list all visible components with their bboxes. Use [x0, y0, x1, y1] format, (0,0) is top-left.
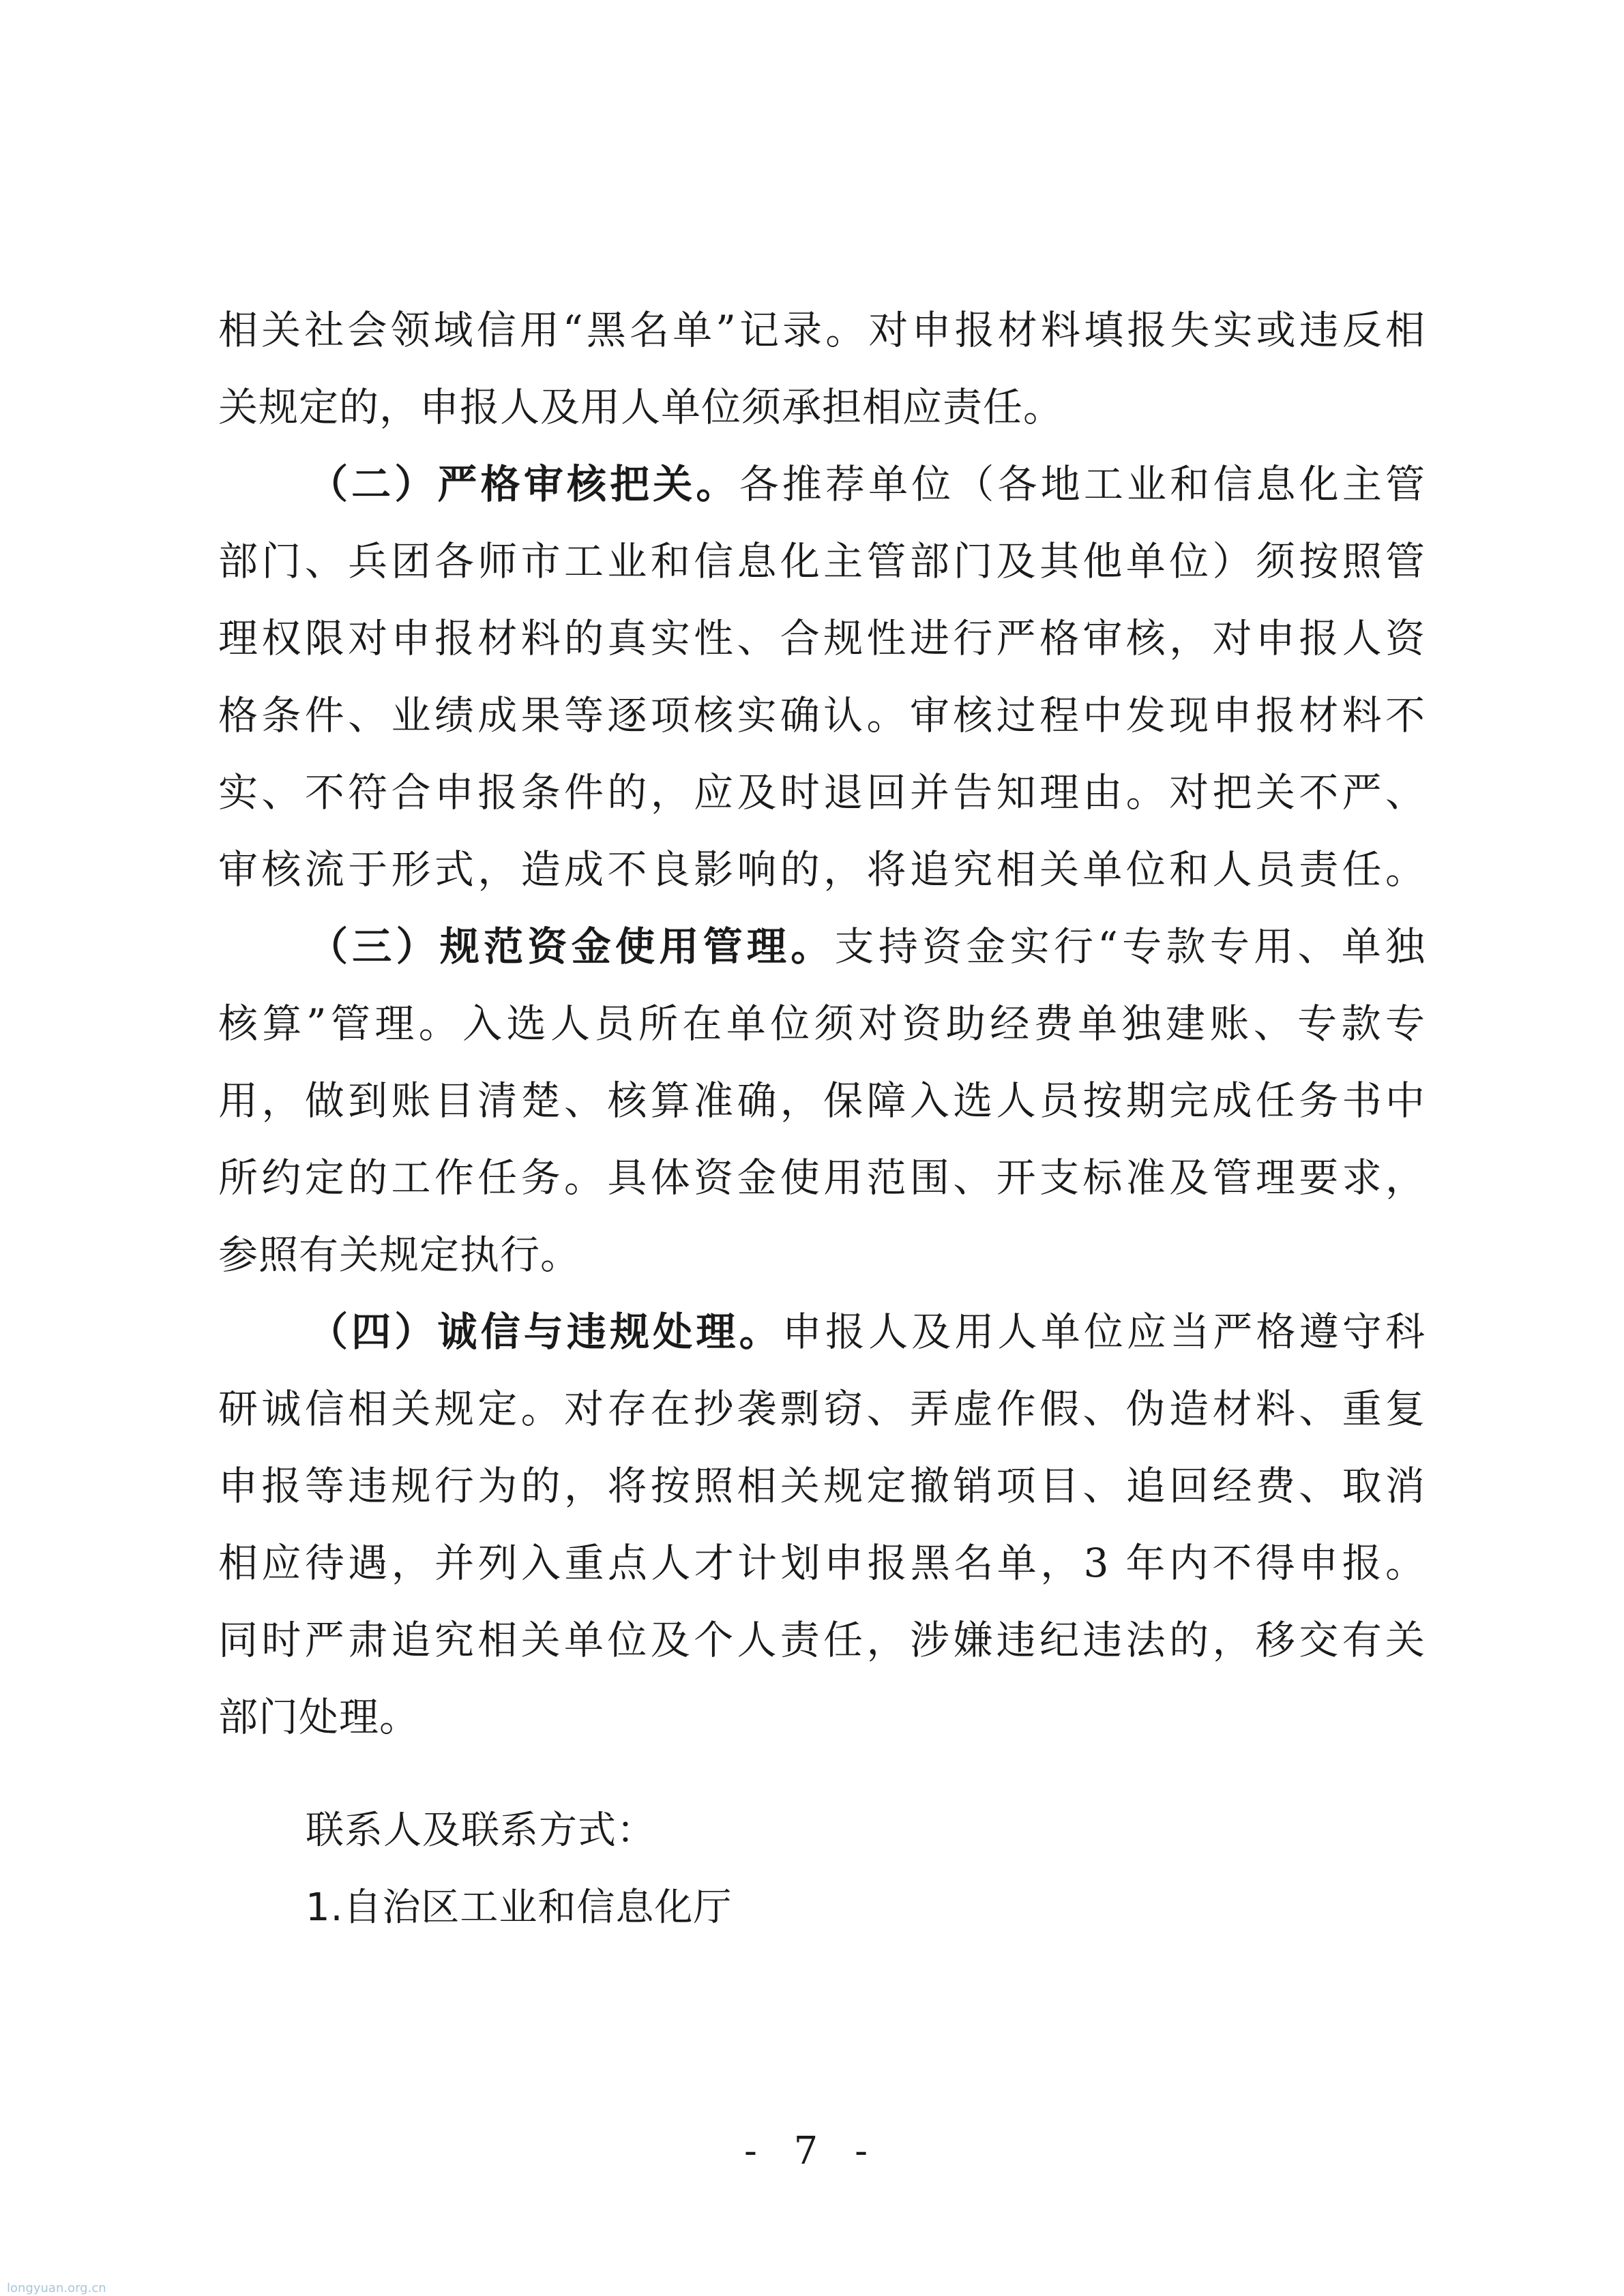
text-run: 各推荐单位（各地工业和信息化主管 [739, 461, 1426, 507]
text-line: 研诚信相关规定。对存在抄袭剽窃、弄虚作假、伪造材料、重复 [218, 1386, 1426, 1432]
section-heading-3: （三）规范资金使用管理。 [308, 923, 835, 970]
text-line: 相关社会领域信用“黑名单”记录。对申报材料填报失实或违反相 [218, 307, 1426, 353]
text-line: 申报等违规行为的，将按照相关规定撤销项目、追回经费、取消 [218, 1463, 1426, 1509]
section-4-first-line [218, 1294, 1426, 1371]
text-line: 理权限对申报材料的真实性、合规性进行严格审核，对申报人资 [218, 615, 1426, 661]
section-2-first-line [218, 446, 1426, 523]
section-heading-2: （二）严格审核把关。 [308, 461, 739, 507]
text-line: 所约定的工作任务。具体资金使用范围、开支标准及管理要求， [218, 1154, 1426, 1201]
contact-block [306, 1792, 1260, 1946]
watermark: longyuan.org.cn [7, 2281, 106, 2295]
body-text [218, 292, 1426, 1756]
text-line: 同时严肃追究相关单位及个人责任，涉嫌违纪违法的，移交有关 [218, 1617, 1426, 1663]
contact-item: 1.自治区工业和信息化厅 [306, 1885, 733, 1930]
section-heading-4: （四）诚信与违规处理。 [308, 1309, 782, 1355]
contact-title: 联系人及联系方式： [306, 1808, 655, 1853]
text-line: 核算”管理。入选人员所在单位须对资助经费单独建账、专款专 [218, 1000, 1426, 1047]
text-line: 参照有关规定执行。 [218, 1232, 581, 1278]
text-line: 实、不符合申报条件的，应及时退回并告知理由。对把关不严、 [218, 769, 1426, 816]
page-number: - 7 - [743, 2129, 881, 2173]
text-line: 相应待遇，并列入重点人才计划申报黑名单，3 年内不得申报。 [218, 1540, 1426, 1586]
text-line: 审核流于形式，造成不良影响的，将追究相关单位和人员责任。 [218, 846, 1426, 893]
text-line: 部门、兵团各师市工业和信息化主管部门及其他单位）须按照管 [218, 538, 1426, 584]
text-line: 关规定的，申报人及用人单位须承担相应责任。 [218, 384, 1064, 430]
text-run: 支持资金实行“专款专用、单独 [834, 923, 1426, 970]
text-line: 用，做到账目清楚、核算准确，保障入选人员按期完成任务书中 [218, 1077, 1426, 1124]
section-3-first-line [218, 908, 1426, 985]
text-line: 格条件、业绩成果等逐项核实确认。审核过程中发现申报材料不 [218, 692, 1426, 739]
text-run: 申报人及用人单位应当严格遵守科 [782, 1309, 1426, 1355]
text-line: 部门处理。 [218, 1694, 420, 1740]
